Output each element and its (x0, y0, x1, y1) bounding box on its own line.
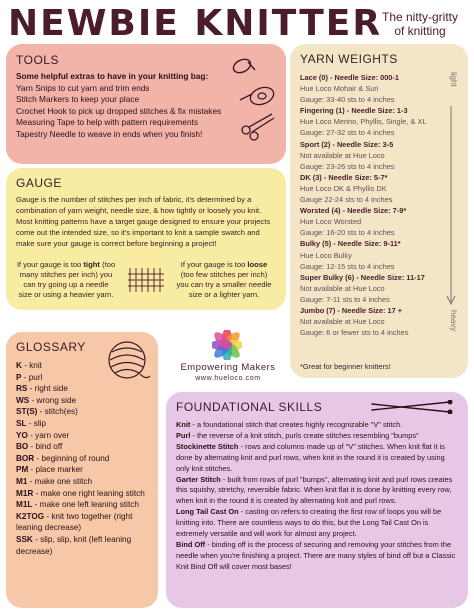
glossary-item: SL - slip (16, 418, 47, 428)
glossary-item: K2TOG - knit two together (right leaning decrease) (16, 511, 133, 533)
page-title: NEWBIE KNITTER (8, 3, 383, 44)
light-label: light (449, 72, 458, 87)
yarn-weights-section (290, 44, 468, 378)
yarn-weight-entry: Lace (0) - Needle Size: 000-1 Hue Loco Mohair & Suri Gauge: 33-40 sts to 4 inches (300, 73, 399, 105)
glossary-item: BO - bind off (16, 442, 63, 452)
glossary-item: ST(S) - stitch(es) (16, 407, 78, 417)
tool-item: Tapestry Needle to weave in ends when you finish! (16, 128, 203, 139)
brand-url: www.hueloco.com (195, 375, 261, 382)
glossary-list (16, 360, 148, 557)
skills-list (176, 420, 458, 573)
glossary-item: P - purl (16, 372, 43, 382)
tool-item: Measuring Tape to help with pattern requirements (16, 117, 199, 127)
tight-keyword: tight (83, 260, 100, 269)
weight-scale-arrow-icon (446, 106, 456, 306)
glossary-heading: GLOSSARY (16, 340, 86, 354)
heavy-label: heavy (449, 310, 458, 332)
glossary-item: WS - wrong side (16, 395, 77, 405)
tools-section (6, 44, 286, 164)
yarn-ball-icon (102, 336, 152, 386)
measuring-tape-icon (240, 84, 276, 107)
yarn-snips-icon (242, 114, 274, 140)
gauge-tight-tip: If your gauge is too tight (too many stitches per inch) you can try going up a needle size or using a heavier yarn. (16, 260, 116, 299)
glossary-item: PM - place marker (16, 465, 83, 475)
tools-heading: TOOLS (16, 53, 59, 67)
yarn-weight-entry: Super Bulky (6) - Needle Size: 11-17 Not available at Hue Loco Gauge: 7-11 sts to 4 inches (300, 272, 425, 304)
skill-item: Stockinette Stitch - rows and columns made up of "V" stitches. When knit flat it is done by alternating knit and purl rows, when knit in the round it is created by using only knit stitches. (176, 441, 445, 473)
skill-item: Purl - the reverse of a knit stitch, purls create stitches resembling "bumps" (176, 430, 419, 440)
glossary-item: M1L - make one left leaning stitch (16, 500, 139, 510)
subtitle-line-2: of knitting (394, 24, 446, 38)
gauge-tips (16, 260, 276, 308)
glossary-item: M1 - make one stitch (16, 476, 92, 486)
loose-keyword: loose (247, 260, 268, 269)
tools-intro: Some helpful extras to have in your knitting bag: (16, 71, 209, 81)
glossary-item: YO - yarn over (16, 430, 70, 440)
yarn-weights-heading: YARN WEIGHTS (300, 52, 398, 66)
foundational-skills-section (166, 392, 468, 608)
glossary-item: M1R - make one right leaning stitch (16, 488, 145, 498)
empowering-makers-logo (212, 330, 242, 360)
yarn-weight-entry: Bulky (5) - Needle Size: 9-11* Hue Loco Bulky Gauge: 12-15 sts to 4 inches (300, 239, 401, 271)
tool-item: Crochet Hook to pick up dropped stitches & fix mistakes (16, 105, 222, 116)
tool-item: Yarn Snips to cut yarn and trim ends (16, 82, 150, 93)
yarn-weight-entry: Jumbo (7) - Needle Size: 17 + Not available at Hue Loco Gauge: 6 or fewer sts to 4 inches (300, 305, 409, 338)
subtitle-line-1: The nitty-gritty (381, 10, 459, 24)
skill-item: Knit - a foundational stitch that creates highly recognizable "V" stitch. (176, 420, 403, 429)
gauge-loose-tip: If your gauge is too loose (too few stitches per inch) you can try a smaller needle size or a lighter yarn. (176, 260, 272, 299)
knitting-needles-icon (370, 400, 454, 414)
yarn-weight-entry: Worsted (4) - Needle Size: 7-9* Hue Loco Worsted Gauge: 16-20 sts to 4 inches (300, 206, 407, 238)
skills-heading: FOUNDATIONAL SKILLS (176, 400, 323, 414)
glossary-item: BOR - beginning of round (16, 453, 110, 463)
skill-item: Garter Stitch - built from rows of purl "bumps", alternating knit and purl rows creates this squishy, stretchy, reversible fabric. When knit flat it is done by knitting every row, when knit in the round it is created by alternating knit and purl rows. (176, 474, 453, 506)
yarn-weight-entry: Sport (2) - Needle Size: 3-5 Not available at Hue Loco Gauge: 23-26 sts to 4 inches (300, 139, 395, 171)
brand-name: Empowering Makers (180, 362, 276, 373)
yarn-weight-entry: Fingering (1) - Needle Size: 1-3 Hue Loco Merino, Phyllis, Single, & XL Gauge: 27-32 sts to 4 inches (300, 106, 427, 138)
glossary-section (6, 332, 158, 608)
gauge-heading: GAUGE (16, 176, 62, 190)
yarn-weight-entry: DK (3) - Needle Size: 5-7* Hue Loco DK & Phyllis DK Gauge 22-24 sts to 4 inches (300, 172, 393, 205)
tools-illustration (228, 52, 280, 148)
stitch-marker-icon (231, 57, 255, 75)
beginner-note: *Great for beginner knitters! (300, 362, 391, 371)
skill-item: Long Tail Cast On - casting on refers to creating the first row of loops you will be knitting into. There are countless ways to do this, but the Long Tail Cast On is extremely versatile and will work for almost any project. (176, 507, 442, 539)
glossary-item: RS - right side (16, 384, 68, 394)
gauge-section (6, 168, 286, 310)
glossary-item: SSK - slip, slip, knit (left leaning decrease) (16, 534, 132, 556)
gauge-intro: Gauge is the number of stitches per inch of fabric, it's determined by a combination of yarn weight, needle size, & how tightly or loosely you knit. Most knitting patterns have a target gauge designed to ensure your projects come out the intended size, so it's important to knit a sample swatch and make sure your gauge is correct before beginning a project! (16, 195, 271, 248)
page-subtitle (372, 10, 468, 38)
skill-item: Bind Off - binding off is the process of securing and removing your stitches from the needle when you're finishing a project. There are many styles of bind off but a Classic Knit Bind Off will cover most bases! (176, 539, 456, 571)
knit-swatch-icon (126, 266, 166, 294)
yarn-weights-list (300, 72, 432, 338)
tool-item: Stitch Markers to keep your place (16, 94, 140, 104)
glossary-item: K - knit (16, 361, 42, 370)
